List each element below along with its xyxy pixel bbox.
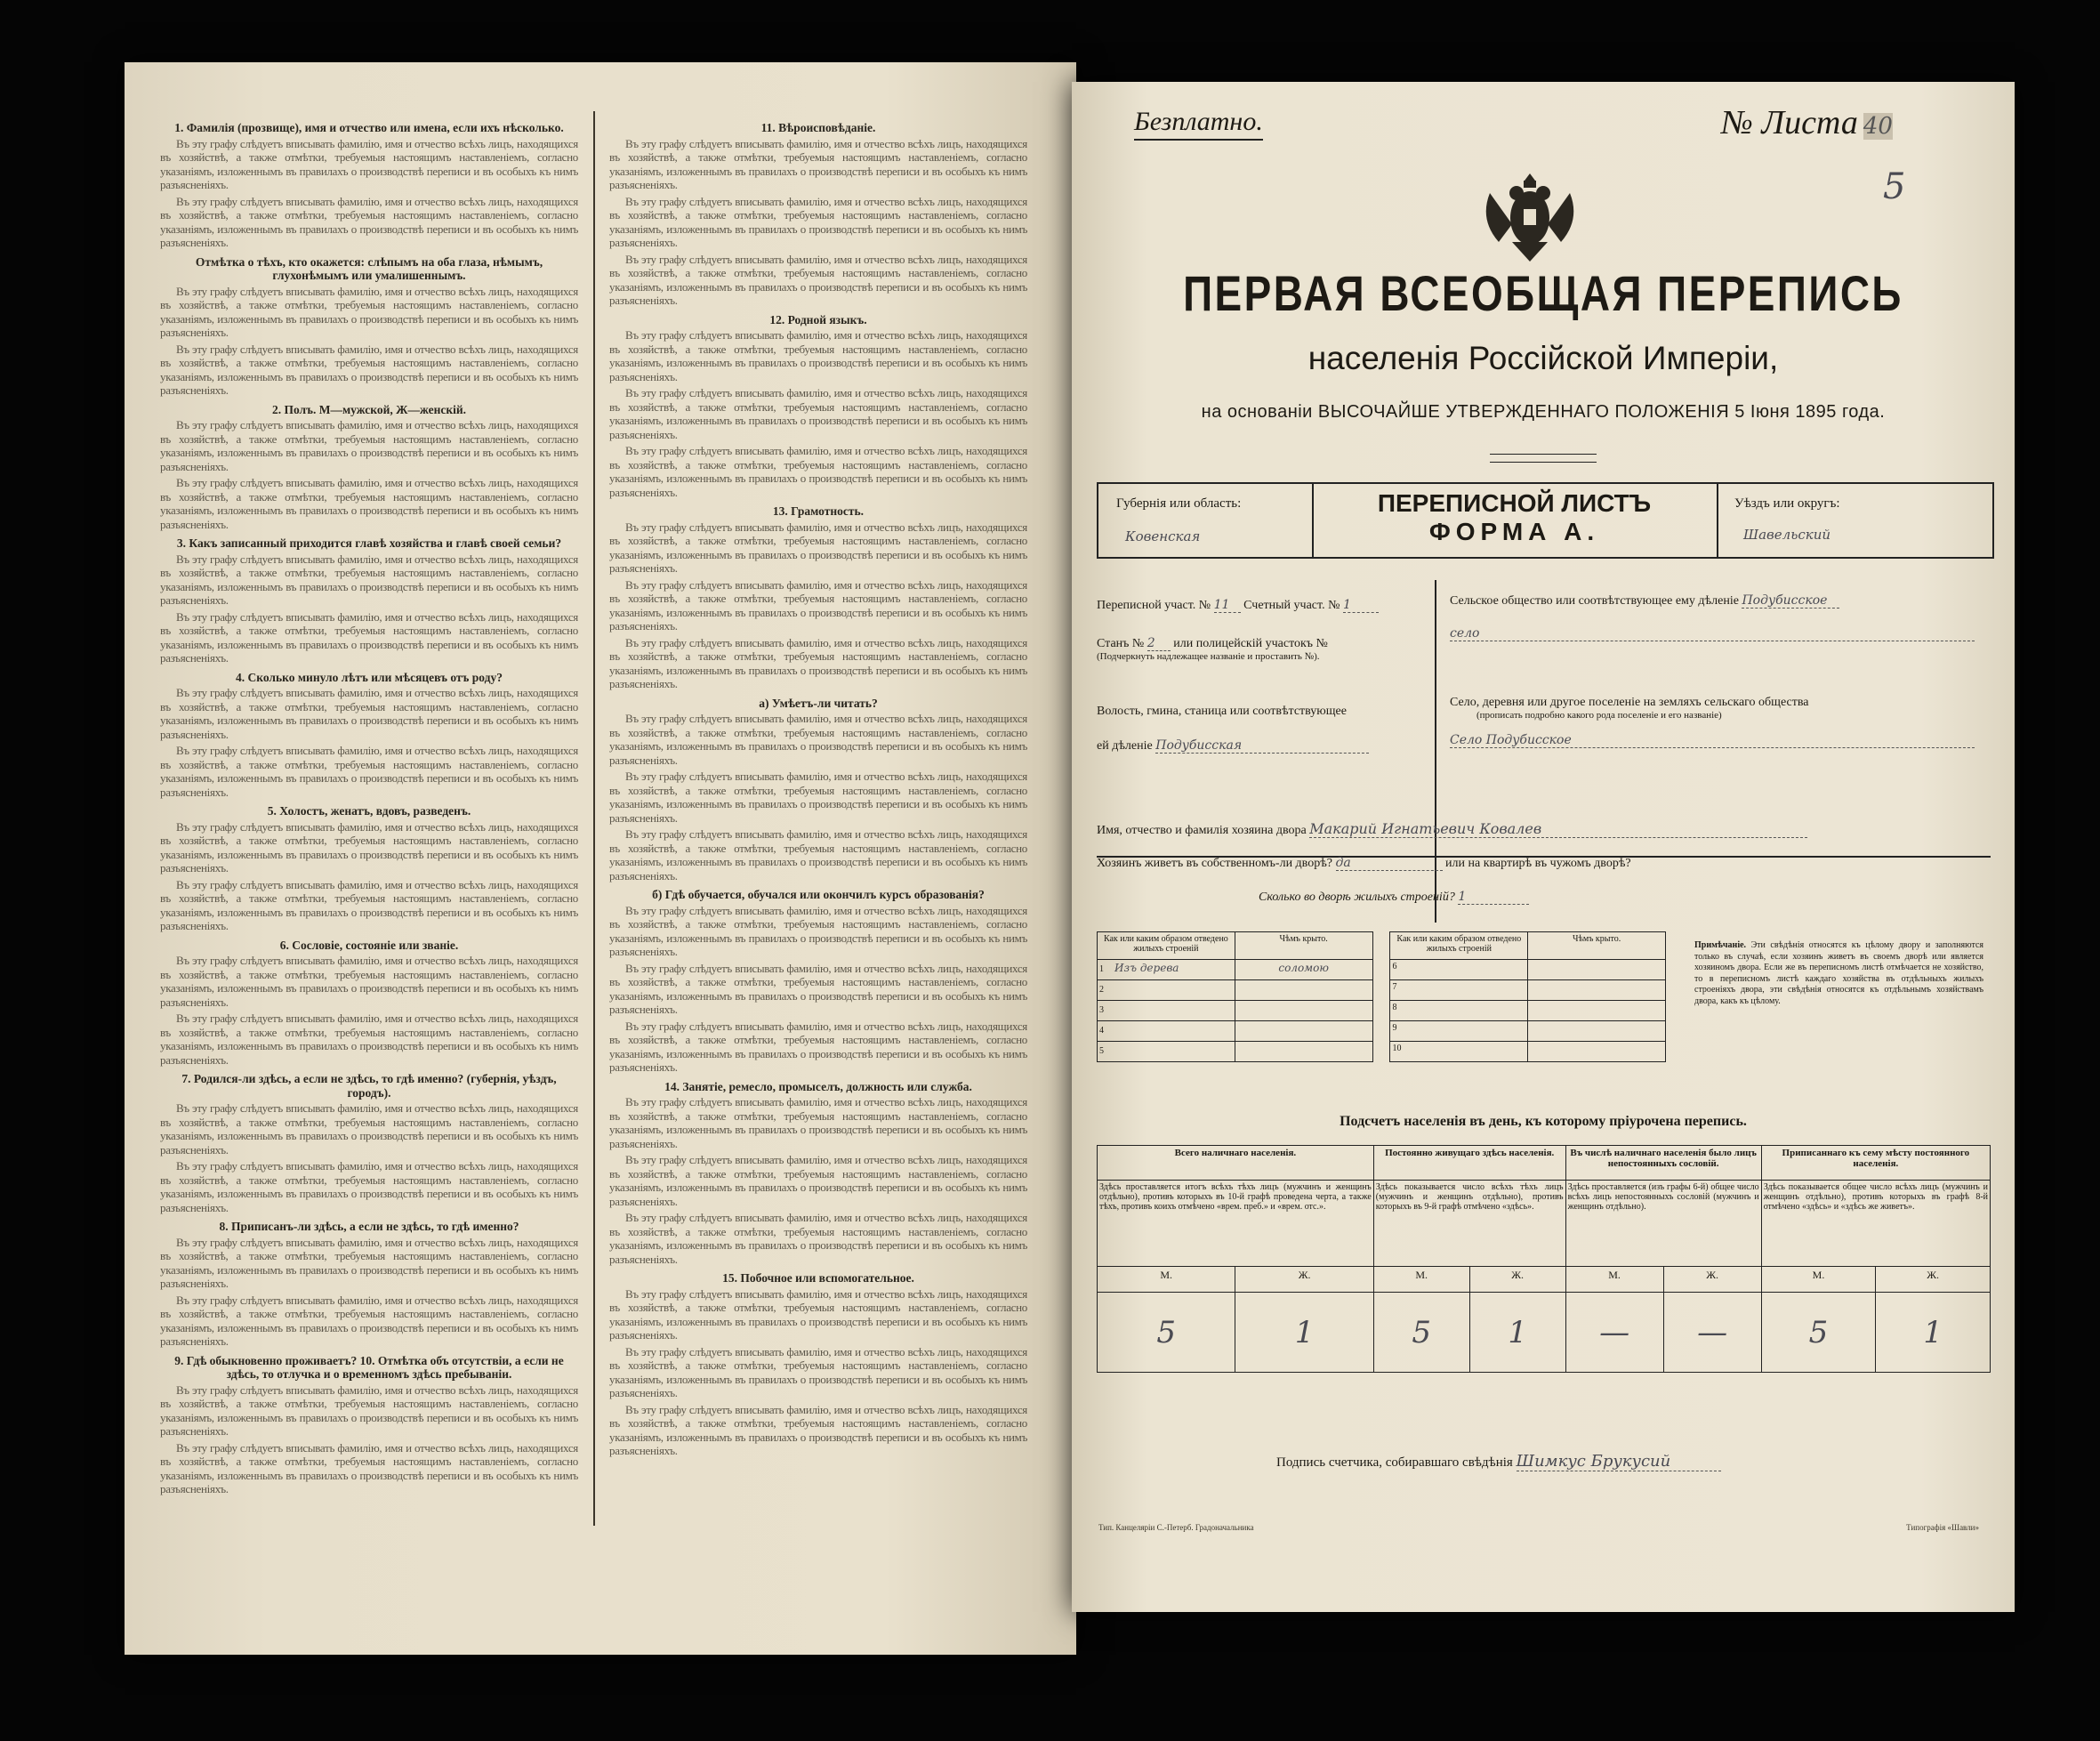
- note-text: Эти свѣдѣнія относятся къ цѣлому двору и заполняются только въ случаѣ, если хозяинъ живетъ въ своемъ дворѣ или является хозяиномъ двора. Если же въ переписномъ листѣ отмѣчается не хозяйство, то в переписномъ листѣ каждаго хозяйства въ отдѣльныхъ жилыхъ строеніяхъ двора, эти свѣдѣнія относятся къ отдѣльнымъ хозяйствамъ двора, какъ къ цѣлому.: [1694, 940, 1983, 1006]
- instruction-heading: 5. Холостъ, женатъ, вдовъ, разведенъ.: [267, 804, 471, 818]
- buildings-row: [1098, 1001, 1666, 1021]
- instruction-heading: 9. Гдѣ обыкновенно проживаетъ? 10. Отмѣтка объ отсутствіи, а если не здѣсь, то отлучка и о временномъ здѣсь пребываніи.: [174, 1353, 564, 1381]
- instruction-paragraph: Въ эту графу слѣдуетъ вписывать фамилію, имя и отчество всѣхъ лицъ, находящихся въ хозяйствѣ, а также отмѣтки, требуемыя настоящимъ наставленіемъ, согласно указаніямъ, изложеннымъ въ правилахъ о производствѣ переписи и въ особыхъ къ нимъ разъясненіяхъ.: [609, 328, 1027, 383]
- owner-row: [1097, 820, 1986, 838]
- signature-row: [1276, 1452, 1721, 1471]
- sex-subheader: Ж.: [1663, 1267, 1761, 1293]
- count-value: 1: [1469, 1293, 1565, 1373]
- census-form-page: [1072, 82, 2015, 1612]
- row-number: 5: [1099, 1046, 1104, 1056]
- instruction-heading: Отмѣтка о тѣхъ, кто окажется: слѣпымъ на оба глаза, нѣмымъ, глухонѣмымъ или умалишеннымъ.: [195, 254, 543, 282]
- instruction-paragraph: Въ эту графу слѣдуетъ вписывать фамилію, имя и отчество всѣхъ лицъ, находящихся въ хозяйствѣ, а также отмѣтки, требуемыя настоящимъ наставленіемъ, согласно указаніямъ, изложеннымъ въ правилахъ о производствѣ переписи и въ особыхъ къ нимъ разъясненіяхъ.: [609, 1019, 1027, 1074]
- sex-subheader: Ж.: [1469, 1267, 1565, 1293]
- form-type-line1: ПЕРЕПИСНОЙ ЛИСТЪ: [1377, 489, 1652, 517]
- count-heading: Подсчетъ населенія въ день, къ которому пріурочена перепись.: [1340, 1114, 1747, 1129]
- instruction-heading: 4. Сколько минуло лѣтъ или мѣсяцевъ отъ роду?: [236, 670, 503, 684]
- sex-subheader: Ж.: [1235, 1267, 1373, 1293]
- uezd-label: Уѣздъ или округъ:: [1734, 496, 1840, 511]
- selo-label: Село, деревня или другое поселеніе на земляхъ сельскаго общества: [1450, 696, 1809, 709]
- obshchestvo-row: [1450, 593, 1983, 641]
- schetny-label: Счетный участ. №: [1243, 599, 1340, 612]
- double-headed-eagle-emblem: [1463, 166, 1597, 264]
- buildings-col-roof-2: Чѣмъ крыто.: [1528, 932, 1666, 960]
- obshchestvo-label: Сельское общество или соотвѣтствующее ему дѣленіе: [1450, 594, 1739, 608]
- count-value: 5: [1761, 1293, 1876, 1373]
- header-box: [1097, 482, 1994, 559]
- instruction-paragraph: Въ эту графу слѣдуетъ вписывать фамилію, имя и отчество всѣхъ лицъ, находящихся въ хозяйствѣ, а также отмѣтки, требуемыя настоящимъ наставленіемъ, согласно указаніямъ, изложеннымъ въ правилахъ о производствѣ переписи и въ особыхъ къ нимъ разъясненіяхъ.: [160, 744, 578, 799]
- instruction-heading: б) Гдѣ обучается, обучался или окончилъ курсъ образованія?: [652, 888, 985, 901]
- gubernia-label: Губернія или область:: [1116, 496, 1242, 511]
- stan-value: 2: [1147, 636, 1171, 651]
- buildings-row: [1259, 890, 1529, 905]
- corner-handwritten-mark: 5: [1883, 166, 1906, 207]
- count-value: —: [1663, 1293, 1761, 1373]
- instruction-paragraph: Въ эту графу слѣдуетъ вписывать фамилію, имя и отчество всѣхъ лицъ, находящихся въ хозяйствѣ, а также отмѣтки, требуемыя настоящимъ наставленіемъ, согласно указаніямъ, изложеннымъ въ правилахъ о производствѣ переписи и въ особыхъ къ нимъ разъясненіяхъ.: [609, 136, 1027, 191]
- instruction-heading: 11. Вѣроисповѣданіе.: [760, 121, 876, 134]
- obshchestvo-value-2: село: [1450, 626, 1975, 641]
- uchastok-label: Переписной участ. №: [1097, 599, 1211, 612]
- buildings-col-kind: Как или каким образом отведено жилыхъ строеній: [1098, 932, 1235, 960]
- form-title: ПЕРВАЯ ВСЕОБЩАЯ ПЕРЕПИСЬ: [1183, 265, 1903, 321]
- instruction-paragraph: Въ эту графу слѣдуетъ вписывать фамилію, имя и отчество всѣхъ лицъ, находящихся въ хозяйствѣ, а также отмѣтки, требуемыя настоящимъ наставленіемъ, согласно указаніямъ, изложеннымъ въ правилахъ о производствѣ переписи и въ особыхъ къ нимъ разъясненіяхъ.: [160, 1012, 578, 1067]
- uchastok-value: 11: [1214, 598, 1241, 613]
- owner-value: Макарий Игнатьевич Ковалев: [1309, 820, 1807, 838]
- instruction-heading: 12. Родной языкъ.: [769, 312, 867, 326]
- instruction-heading: 8. Приписанъ-ли здѣсь, а если не здѣсь, то гдѣ именно?: [219, 1220, 519, 1233]
- buildings-row: [1098, 960, 1666, 980]
- buildings-note: [1694, 940, 1983, 1007]
- instruction-paragraph: Въ эту графу слѣдуетъ вписывать фамилію, имя и отчество всѣхъ лицъ, находящихся въ хозяйствѣ, а также отмѣтки, требуемыя настоящимъ наставленіемъ, согласно указаніямъ, изложеннымъ въ правилахъ о производствѣ переписи и въ особыхъ къ нимъ разъясненіяхъ.: [609, 577, 1027, 633]
- sheet-number: [1721, 103, 1893, 142]
- count-value: 5: [1098, 1293, 1235, 1373]
- buildings-row: [1098, 980, 1666, 1001]
- row-number: 8: [1390, 1001, 1528, 1021]
- buildings-value: 1: [1458, 890, 1529, 905]
- row-number: 4: [1099, 1026, 1104, 1036]
- instruction-paragraph: Въ эту графу слѣдуетъ вписывать фамилію, имя и отчество всѣхъ лицъ, находящихся въ хозяйствѣ, а также отмѣтки, требуемыя настоящимъ наставленіемъ, согласно указаніямъ, изложеннымъ въ правилахъ о производствѣ переписи и въ особыхъ къ нимъ разъясненіяхъ.: [160, 1382, 578, 1438]
- instruction-paragraph: Въ эту графу слѣдуетъ вписывать фамилію, имя и отчество всѣхъ лицъ, находящихся въ хозяйствѣ, а также отмѣтки, требуемыя настоящимъ наставленіемъ, согласно указаніямъ, изложеннымъ въ правилахъ о производствѣ переписи и въ особыхъ къ нимъ разъясненіяхъ.: [609, 444, 1027, 499]
- buildings-table: [1097, 931, 1666, 1062]
- count-group-header: Приписаннаго къ сему мѣсту постоянного населенія.: [1761, 1146, 1990, 1181]
- row-number: 2: [1099, 985, 1104, 995]
- volost-row: [1097, 705, 1426, 754]
- form-basis: на основаніи ВЫСОЧАЙШЕ УТВЕРЖДЕННАГО ПОЛОЖЕНІЯ 5 Іюня 1895 года.: [1201, 402, 1886, 422]
- signature-label: Подпись счетчика, собиравшаго свѣдѣнія: [1276, 1455, 1513, 1470]
- sex-subheader: М.: [1098, 1267, 1235, 1293]
- building-roof: [1235, 980, 1372, 1001]
- instruction-paragraph: Въ эту графу слѣдуетъ вписывать фамилію, имя и отчество всѣхъ лицъ, находящихся въ хозяйствѣ, а также отмѣтки, требуемыя настоящимъ наставленіемъ, согласно указаніямъ, изложеннымъ въ правилахъ о производствѣ переписи и въ особыхъ къ нимъ разъясненіяхъ.: [160, 1440, 578, 1495]
- police-label: или полицейскій участокъ №: [1173, 637, 1328, 650]
- instruction-paragraph: Въ эту графу слѣдуетъ вписывать фамилію, имя и отчество всѣхъ лицъ, находящихся въ хозяйствѣ, а также отмѣтки, требуемыя настоящимъ наставленіемъ, согласно указаніямъ, изложеннымъ въ правилахъ о производствѣ переписи и въ особыхъ къ нимъ разъясненіяхъ.: [609, 770, 1027, 825]
- uezd-value: Шавельский: [1743, 527, 1831, 543]
- instruction-paragraph: Въ эту графу слѣдуетъ вписывать фамилію, имя и отчество всѣхъ лицъ, находящихся въ хозяйствѣ, а также отмѣтки, требуемыя настоящимъ наставленіемъ, согласно указаніямъ, изложеннымъ въ правилахъ о производствѣ переписи и въ особыхъ къ нимъ разъясненіяхъ.: [160, 342, 578, 397]
- count-value: 5: [1373, 1293, 1469, 1373]
- selo-value: Село Подубисское: [1450, 733, 1975, 748]
- count-group-note: Здѣсь показывается число всѣхъ тѣхъ лицъ (мужчинъ и женщинъ отдѣльно), противъ которыхъ въ 9-й графѣ отмѣчено «здѣсь».: [1373, 1181, 1565, 1267]
- sex-subheader: Ж.: [1876, 1267, 1991, 1293]
- instruction-paragraph: Въ эту графу слѣдуетъ вписывать фамилію, имя и отчество всѣхъ лицъ, находящихся въ хозяйствѣ, а также отмѣтки, требуемыя настоящимъ наставленіемъ, согласно указаніямъ, изложеннымъ въ правилахъ о производствѣ переписи и въ особыхъ къ нимъ разъясненіяхъ.: [609, 635, 1027, 690]
- volost-value: Подубисская: [1155, 738, 1369, 754]
- instruction-paragraph: Въ эту графу слѣдуетъ вписывать фамилію, имя и отчество всѣхъ лицъ, находящихся въ хозяйствѣ, а также отмѣтки, требуемыя настоящимъ наставленіемъ, согласно указаніямъ, изложеннымъ въ правилахъ о производствѣ переписи и въ особыхъ къ нимъ разъясненіяхъ.: [609, 827, 1027, 883]
- row-number: 1: [1099, 964, 1104, 974]
- gubernia-cell: [1098, 484, 1314, 557]
- building-roof: [1235, 1042, 1372, 1062]
- police-hint: (Подчеркнуть надлежащее названіе и проставить №).: [1097, 651, 1320, 662]
- sex-subheader: М.: [1373, 1267, 1469, 1293]
- instruction-paragraph: Въ эту графу слѣдуетъ вписывать фамилію, имя и отчество всѣхъ лицъ, находящихся въ хозяйствѣ, а также отмѣтки, требуемыя настоящимъ наставленіемъ, согласно указаніямъ, изложеннымъ въ правилахъ о производствѣ переписи и въ особыхъ къ нимъ разъясненіяхъ.: [160, 1293, 578, 1348]
- instruction-heading: 15. Побочное или вспомогательное.: [722, 1271, 914, 1285]
- sheet-number-label: № Листа: [1721, 104, 1858, 141]
- instruction-paragraph: Въ эту графу слѣдуетъ вписывать фамилію, имя и отчество всѣхъ лицъ, находящихся въ хозяйствѣ, а также отмѣтки, требуемыя настоящимъ наставленіемъ, согласно указаніямъ, изложеннымъ въ правилахъ о производствѣ переписи и въ особыхъ къ нимъ разъясненіяхъ.: [160, 819, 578, 875]
- row-number: 9: [1390, 1021, 1528, 1042]
- row-number: 3: [1099, 1005, 1104, 1015]
- sex-subheader: М.: [1565, 1267, 1663, 1293]
- printer-right: Типографія «Шавли»: [1906, 1523, 1979, 1532]
- ornament-divider: [1490, 454, 1597, 463]
- instructions-column-1: [160, 116, 578, 1499]
- rent-label: или на квартирѣ въ чужомъ дворѣ?: [1445, 857, 1631, 870]
- count-value: —: [1565, 1293, 1663, 1373]
- count-group-note: Здѣсь проставляется (изъ графы 6-й) общее число всѣхъ лицъ непостоянныхъ сословій (мужчинъ и женщинъ отдѣльно).: [1565, 1181, 1761, 1267]
- obshchestvo-value: Подубисское: [1742, 593, 1839, 609]
- instructions-column-2: [609, 116, 1027, 1461]
- instruction-paragraph: Въ эту графу слѣдуетъ вписывать фамилію, имя и отчество всѣхъ лицъ, находящихся въ хозяйствѣ, а также отмѣтки, требуемыя настоящимъ наставленіемъ, согласно указаніямъ, изложеннымъ въ правилахъ о производствѣ переписи и въ особыхъ къ нимъ разъясненіяхъ.: [609, 386, 1027, 441]
- instruction-paragraph: Въ эту графу слѣдуетъ вписывать фамилію, имя и отчество всѣхъ лицъ, находящихся въ хозяйствѣ, а также отмѣтки, требуемыя настоящимъ наставленіемъ, согласно указаніямъ, изложеннымъ въ правилахъ о производствѣ переписи и въ особыхъ къ нимъ разъясненіяхъ.: [609, 520, 1027, 575]
- count-value: 1: [1235, 1293, 1373, 1373]
- instruction-paragraph: Въ эту графу слѣдуетъ вписывать фамилію, имя и отчество всѣхъ лицъ, находящихся въ хозяйствѣ, а также отмѣтки, требуемыя настоящимъ наставленіемъ, согласно указаніямъ, изложеннымъ въ правилахъ о производствѣ переписи и въ особыхъ къ нимъ разъясненіяхъ.: [160, 686, 578, 741]
- population-count-table: [1097, 1145, 1991, 1373]
- count-group-header: Въ числѣ наличнаго населенія было лицъ непостоянныхъ сословій.: [1565, 1146, 1761, 1181]
- instruction-paragraph: Въ эту графу слѣдуетъ вписывать фамилію, имя и отчество всѣхъ лицъ, находящихся въ хозяйствѣ, а также отмѣтки, требуемыя настоящимъ наставленіемъ, согласно указаніямъ, изложеннымъ въ правилахъ о производствѣ переписи и въ особыхъ къ нимъ разъясненіяхъ.: [160, 609, 578, 665]
- own-house-label: Хозяинъ живетъ въ собственномъ-ли дворѣ?: [1097, 857, 1333, 870]
- count-value: 1: [1876, 1293, 1991, 1373]
- column-divider: [593, 111, 595, 1526]
- row-number: 6: [1390, 960, 1528, 980]
- count-group-header: Постоянно живущаго здѣсь населенія.: [1373, 1146, 1565, 1181]
- own-house-row: [1097, 856, 1986, 871]
- buildings-col-roof: Чѣмъ крыто.: [1235, 932, 1372, 960]
- building-roof: [1235, 1021, 1372, 1042]
- buildings-row: [1098, 1021, 1666, 1042]
- instruction-paragraph: Въ эту графу слѣдуетъ вписывать фамилію, имя и отчество всѣхъ лицъ, находящихся въ хозяйствѣ, а также отмѣтки, требуемыя настоящимъ наставленіемъ, согласно указаніямъ, изложеннымъ въ правилахъ о производствѣ переписи и въ особыхъ къ нимъ разъясненіяхъ.: [160, 284, 578, 339]
- form-subtitle: населенія Россійской Имперіи,: [1307, 340, 1779, 376]
- instruction-paragraph: Въ эту графу слѣдуетъ вписывать фамилію, имя и отчество всѣхъ лицъ, находящихся въ хозяйствѣ, а также отмѣтки, требуемыя настоящимъ наставленіемъ, согласно указаніямъ, изложеннымъ въ правилахъ о производствѣ переписи и въ особыхъ къ нимъ разъясненіяхъ.: [160, 954, 578, 1009]
- printer-left: Тип. Канцеляріи С.-Петерб. Градоначальника: [1098, 1523, 1254, 1532]
- instruction-heading: 6. Сословіе, состояніе или званіе.: [279, 938, 459, 952]
- building-roof: [1235, 1001, 1372, 1021]
- instruction-heading: а) Умѣетъ-ли читать?: [759, 696, 878, 710]
- instructions-page: [125, 62, 1076, 1655]
- form-type-line2: ФОРМА А.: [1428, 518, 1600, 545]
- stan-row: [1097, 636, 1426, 662]
- row-number: 10: [1390, 1042, 1528, 1062]
- fields-divider: [1435, 580, 1436, 923]
- instruction-paragraph: Въ эту графу слѣдуетъ вписывать фамилію, имя и отчество всѣхъ лицъ, находящихся въ хозяйствѣ, а также отмѣтки, требуемыя настоящимъ наставленіемъ, согласно указаніямъ, изложеннымъ въ правилахъ о производствѣ переписи и въ особыхъ къ нимъ разъясненіяхъ.: [160, 476, 578, 531]
- sex-subheader: М.: [1761, 1267, 1876, 1293]
- count-group-header: Всего наличнаго населенія.: [1098, 1146, 1374, 1181]
- uchastok-row: [1097, 598, 1426, 613]
- row-number: 7: [1390, 980, 1528, 1001]
- count-group-note: Здѣсь показывается общее число всѣхъ лицъ (мужчинъ и женщинъ отдѣльно), противъ которыхъ въ графѣ 8-й отмѣчено «здѣсь» и «здѣсь же живетъ».: [1761, 1181, 1990, 1267]
- instruction-paragraph: Въ эту графу слѣдуетъ вписывать фамилію, имя и отчество всѣхъ лицъ, находящихся въ хозяйствѣ, а также отмѣтки, требуемыя настоящимъ наставленіемъ, согласно указаніямъ, изложеннымъ въ правилахъ о производствѣ переписи и въ особыхъ къ нимъ разъясненіяхъ.: [609, 1286, 1027, 1342]
- instruction-paragraph: Въ эту графу слѣдуетъ вписывать фамилію, имя и отчество всѣхъ лицъ, находящихся въ хозяйствѣ, а также отмѣтки, требуемыя настоящимъ наставленіемъ, согласно указаніямъ, изложеннымъ въ правилахъ о производствѣ переписи и въ особыхъ къ нимъ разъясненіяхъ.: [160, 1235, 578, 1290]
- instruction-paragraph: Въ эту графу слѣдуетъ вписывать фамилію, имя и отчество всѣхъ лицъ, находящихся въ хозяйствѣ, а также отмѣтки, требуемыя настоящимъ наставленіемъ, согласно указаніямъ, изложеннымъ въ правилахъ о производствѣ переписи и въ особыхъ къ нимъ разъясненіяхъ.: [609, 194, 1027, 249]
- instruction-heading: 3. Какъ записанный приходится главѣ хозяйства и главѣ своей семьи?: [176, 536, 562, 550]
- instruction-paragraph: Въ эту графу слѣдуетъ вписывать фамилію, имя и отчество всѣхъ лицъ, находящихся въ хозяйствѣ, а также отмѣтки, требуемыя настоящимъ наставленіемъ, согласно указаніямъ, изложеннымъ въ правилахъ о производствѣ переписи и въ особыхъ къ нимъ разъясненіяхъ.: [609, 1153, 1027, 1208]
- instruction-heading: 14. Занятіе, ремесло, промыселъ, должность или служба.: [664, 1079, 972, 1093]
- instruction-paragraph: Въ эту графу слѣдуетъ вписывать фамилію, имя и отчество всѣхъ лицъ, находящихся въ хозяйствѣ, а также отмѣтки, требуемыя настоящимъ наставленіемъ, согласно указаніямъ, изложеннымъ въ правилахъ о производствѣ переписи и въ особыхъ къ нимъ разъясненіяхъ.: [160, 194, 578, 249]
- instruction-paragraph: Въ эту графу слѣдуетъ вписывать фамилію, имя и отчество всѣхъ лицъ, находящихся въ хозяйствѣ, а также отмѣтки, требуемыя настоящимъ наставленіемъ, согласно указаніямъ, изложеннымъ въ правилахъ о производствѣ переписи и въ особыхъ къ нимъ разъясненіяхъ.: [160, 552, 578, 607]
- volost-label-2: ей дѣленіе: [1097, 739, 1153, 753]
- buildings-label: Сколько во дворѣ жилыхъ строеній?: [1259, 891, 1455, 904]
- instruction-paragraph: Въ эту графу слѣдуетъ вписывать фамилію, имя и отчество всѣхъ лицъ, находящихся въ хозяйствѣ, а также отмѣтки, требуемыя настоящимъ наставленіемъ, согласно указаніямъ, изложеннымъ въ правилахъ о производствѣ переписи и въ особыхъ къ нимъ разъясненіяхъ.: [609, 1402, 1027, 1457]
- free-label: Безплатно.: [1134, 107, 1263, 141]
- count-group-note: Здѣсь проставляется итогъ всѣхъ тѣхъ лицъ (мужчинъ и женщинъ отдѣльно), противъ которыхъ въ 10-й графѣ проведена черта, а также тѣхъ, противъ коихъ отмѣчено «врем. преб.» и «врем. отс.».: [1098, 1181, 1374, 1267]
- building-roof: соломою: [1235, 960, 1372, 980]
- stan-label: Станъ №: [1097, 637, 1145, 650]
- owner-label: Имя, отчество и фамилія хозяина двора: [1097, 824, 1307, 837]
- note-label: Примѣчаніе.: [1694, 940, 1747, 950]
- instruction-paragraph: Въ эту графу слѣдуетъ вписывать фамилію, имя и отчество всѣхъ лицъ, находящихся въ хозяйствѣ, а также отмѣтки, требуемыя настоящимъ наставленіемъ, согласно указаніямъ, изложеннымъ въ правилахъ о производствѣ переписи и въ особыхъ къ нимъ разъясненіяхъ.: [609, 903, 1027, 958]
- signature-value: Шимкус Брукусий: [1517, 1452, 1721, 1471]
- instruction-paragraph: Въ эту графу слѣдуетъ вписывать фамилію, имя и отчество всѣхъ лицъ, находящихся въ хозяйствѣ, а также отмѣтки, требуемыя настоящимъ наставленіемъ, согласно указаніямъ, изложеннымъ въ правилахъ о производствѣ переписи и въ особыхъ къ нимъ разъясненіяхъ.: [160, 1159, 578, 1214]
- selo-row: [1450, 696, 1983, 748]
- instruction-heading: 7. Родился-ли здѣсь, а если не здѣсь, то гдѣ именно? (губернія, уѣздъ, городъ).: [181, 1072, 557, 1100]
- instruction-paragraph: Въ эту графу слѣдуетъ вписывать фамилію, имя и отчество всѣхъ лицъ, находящихся въ хозяйствѣ, а также отмѣтки, требуемыя настоящимъ наставленіемъ, согласно указаніямъ, изложеннымъ въ правилахъ о производствѣ переписи и въ особыхъ къ нимъ разъясненіяхъ.: [160, 136, 578, 191]
- own-house-value: да: [1336, 856, 1443, 871]
- instruction-heading: 1. Фамилія (прозвище), имя и отчество или имена, если ихъ нѣсколько.: [174, 121, 564, 134]
- instruction-paragraph: Въ эту графу слѣдуетъ вписывать фамилію, имя и отчество всѣхъ лицъ, находящихся въ хозяйствѣ, а также отмѣтки, требуемыя настоящимъ наставленіемъ, согласно указаніямъ, изложеннымъ въ правилахъ о производствѣ переписи и въ особыхъ къ нимъ разъясненіяхъ.: [609, 252, 1027, 307]
- instruction-paragraph: Въ эту графу слѣдуетъ вписывать фамилію, имя и отчество всѣхъ лицъ, находящихся въ хозяйствѣ, а также отмѣтки, требуемыя настоящимъ наставленіемъ, согласно указаніямъ, изложеннымъ въ правилахъ о производствѣ переписи и въ особыхъ къ нимъ разъясненіяхъ.: [160, 1101, 578, 1157]
- instruction-paragraph: Въ эту графу слѣдуетъ вписывать фамилію, имя и отчество всѣхъ лицъ, находящихся въ хозяйствѣ, а также отмѣтки, требуемыя настоящимъ наставленіемъ, согласно указаніямъ, изложеннымъ въ правилахъ о производствѣ переписи и въ особыхъ къ нимъ разъясненіяхъ.: [160, 418, 578, 473]
- instruction-paragraph: Въ эту графу слѣдуетъ вписывать фамилію, имя и отчество всѣхъ лицъ, находящихся въ хозяйствѣ, а также отмѣтки, требуемыя настоящимъ наставленіемъ, согласно указаніямъ, изложеннымъ въ правилахъ о производствѣ переписи и въ особыхъ къ нимъ разъясненіяхъ.: [609, 1095, 1027, 1150]
- form-type-cell: [1312, 484, 1718, 557]
- instruction-paragraph: Въ эту графу слѣдуетъ вписывать фамилію, имя и отчество всѣхъ лицъ, находящихся въ хозяйствѣ, а также отмѣтки, требуемыя настоящимъ наставленіемъ, согласно указаніямъ, изложеннымъ въ правилахъ о производствѣ переписи и въ особыхъ къ нимъ разъясненіяхъ.: [160, 877, 578, 932]
- sheet-number-value: 40: [1863, 113, 1893, 140]
- volost-label: Волость, гмина, станица или соотвѣтствующее: [1097, 705, 1347, 718]
- schetny-value: 1: [1343, 598, 1379, 613]
- building-kind: Изъ дерева: [1114, 962, 1179, 974]
- uezd-cell: [1717, 484, 1992, 557]
- instruction-paragraph: Въ эту графу слѣдуетъ вписывать фамилію, имя и отчество всѣхъ лицъ, находящихся въ хозяйствѣ, а также отмѣтки, требуемыя настоящимъ наставленіемъ, согласно указаніямъ, изложеннымъ въ правилахъ о производствѣ переписи и въ особыхъ къ нимъ разъясненіяхъ.: [609, 712, 1027, 767]
- instruction-paragraph: Въ эту графу слѣдуетъ вписывать фамилію, имя и отчество всѣхъ лицъ, находящихся въ хозяйствѣ, а также отмѣтки, требуемыя настоящимъ наставленіемъ, согласно указаніямъ, изложеннымъ въ правилахъ о производствѣ переписи и въ особыхъ къ нимъ разъясненіяхъ.: [609, 961, 1027, 1016]
- buildings-col-kind-2: Как или каким образом отведено жилыхъ строеній: [1390, 932, 1528, 960]
- instruction-heading: 2. Полъ. М—мужской, Ж—женскій.: [271, 402, 467, 416]
- buildings-row: [1098, 1042, 1666, 1062]
- instruction-paragraph: Въ эту графу слѣдуетъ вписывать фамилію, имя и отчество всѣхъ лицъ, находящихся въ хозяйствѣ, а также отмѣтки, требуемыя настоящимъ наставленіемъ, согласно указаніямъ, изложеннымъ въ правилахъ о производствѣ переписи и въ особыхъ къ нимъ разъясненіяхъ.: [609, 1211, 1027, 1266]
- instruction-heading: 13. Грамотность.: [772, 504, 865, 518]
- selo-hint: (прописать подробно какого рода поселеніе и его названіе): [1476, 710, 1722, 721]
- instruction-paragraph: Въ эту графу слѣдуетъ вписывать фамилію, имя и отчество всѣхъ лицъ, находящихся въ хозяйствѣ, а также отмѣтки, требуемыя настоящимъ наставленіемъ, согласно указаніямъ, изложеннымъ въ правилахъ о производствѣ переписи и въ особыхъ къ нимъ разъясненіяхъ.: [609, 1344, 1027, 1399]
- gubernia-value: Ковенская: [1125, 528, 1201, 544]
